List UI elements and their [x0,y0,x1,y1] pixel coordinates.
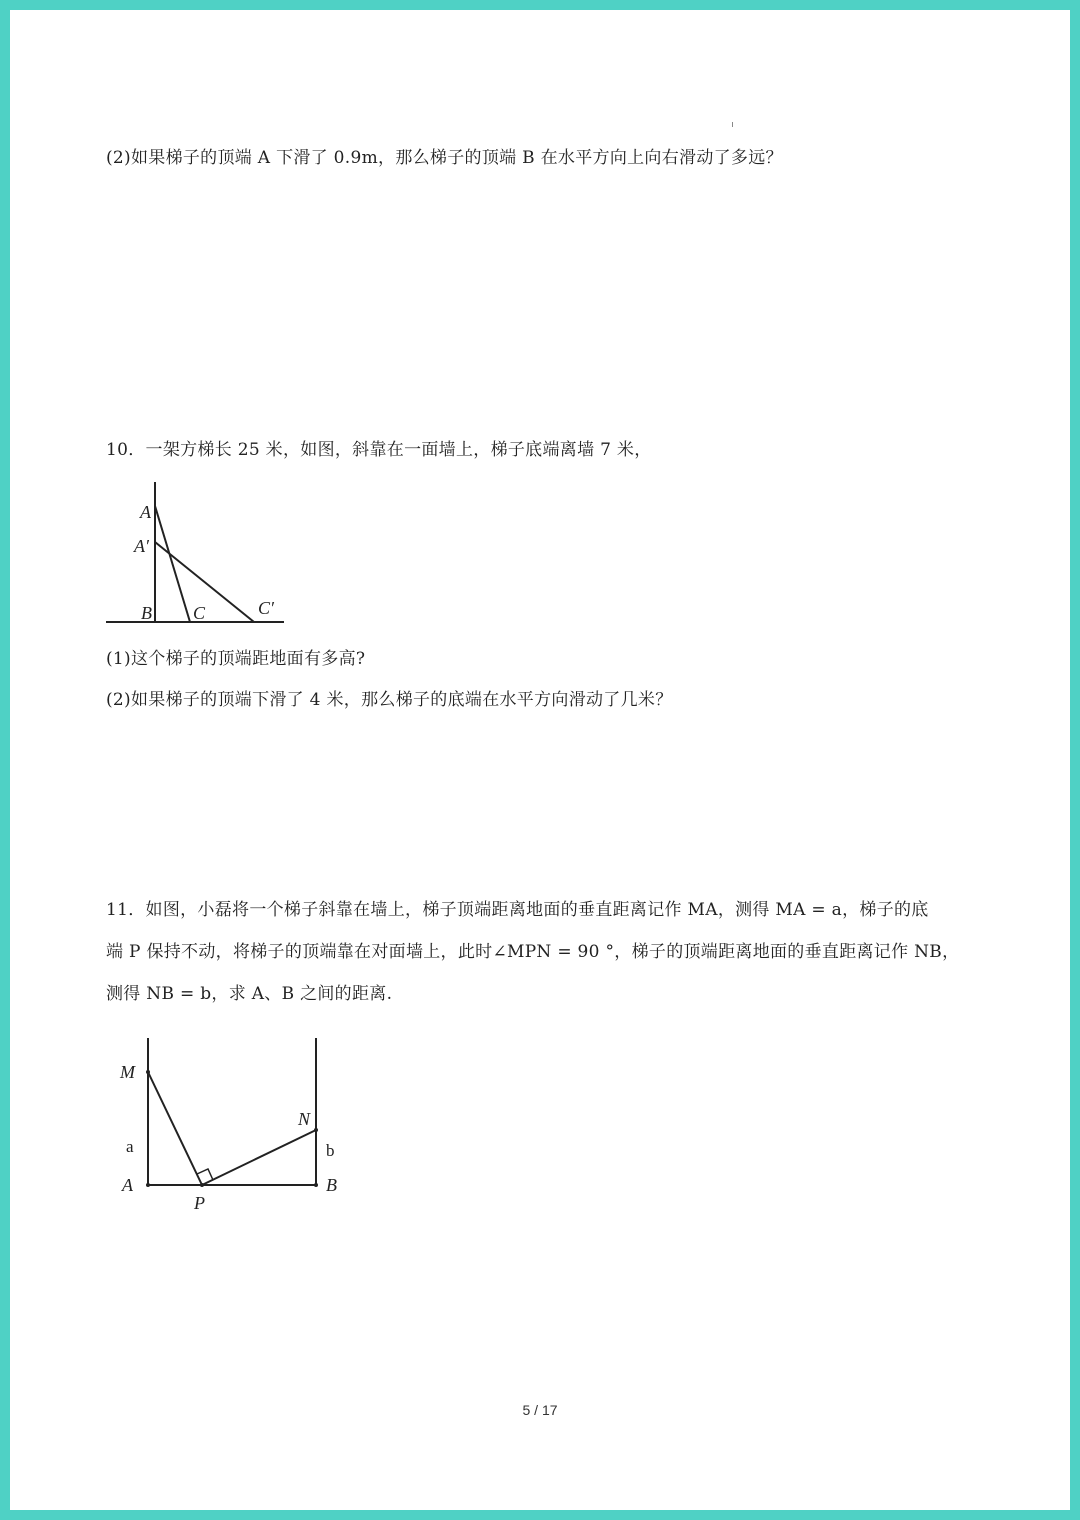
label-A: A [140,502,151,522]
q10-ladder-figure [104,478,294,638]
label-C: C [193,603,206,623]
label-B: B [141,603,152,623]
point-M [146,1070,150,1074]
worksheet-page [10,10,1070,1510]
q10-part1: (1)这个梯子的顶端距地面有多高? [106,649,366,669]
q11-line1: 11．如图，小磊将一个梯子斜靠在墙上，梯子顶端距离地面的垂直距离记作 MA，测得 MA = a，梯子的底 [106,900,929,920]
label-A-prime: A′ [134,536,149,556]
label-P: P [194,1193,205,1213]
page-number: 5 / 17 [522,1402,558,1418]
q10-stem: 10．一架方梯长 25 米，如图，斜靠在一面墙上，梯子底端离墙 7 米， [106,440,652,460]
label-C-prime: C′ [258,598,274,618]
label-b: b [326,1141,335,1160]
q11-ladder-figure [114,1036,354,1216]
label-B: B [326,1175,337,1195]
label-N: N [298,1109,311,1129]
ladder-pn [202,1130,316,1185]
ladder-ac [155,506,190,622]
q11-line2: 端 P 保持不动，将梯子的顶端靠在对面墙上，此时∠MPN = 90 °，梯子的顶端距离地面的垂直距离记作 NB， [106,942,960,962]
label-a: a [126,1137,134,1156]
q9-part2: (2)如果梯子的顶端 A 下滑了 0.9m，那么梯子的顶端 B 在水平方向上向右滑动了多远？ [106,148,783,168]
point-A [146,1183,150,1187]
scan-mark [732,122,733,127]
label-M: M [120,1062,135,1082]
label-A: A [122,1175,133,1195]
ladder-mp [148,1072,202,1185]
point-B [314,1183,318,1187]
q11-line3: 测得 NB = b，求 A、B 之间的距离. [106,984,393,1004]
q10-part2: (2)如果梯子的顶端下滑了 4 米，那么梯子的底端在水平方向滑动了几米？ [106,690,673,710]
point-N [314,1128,318,1132]
point-P [200,1183,204,1187]
